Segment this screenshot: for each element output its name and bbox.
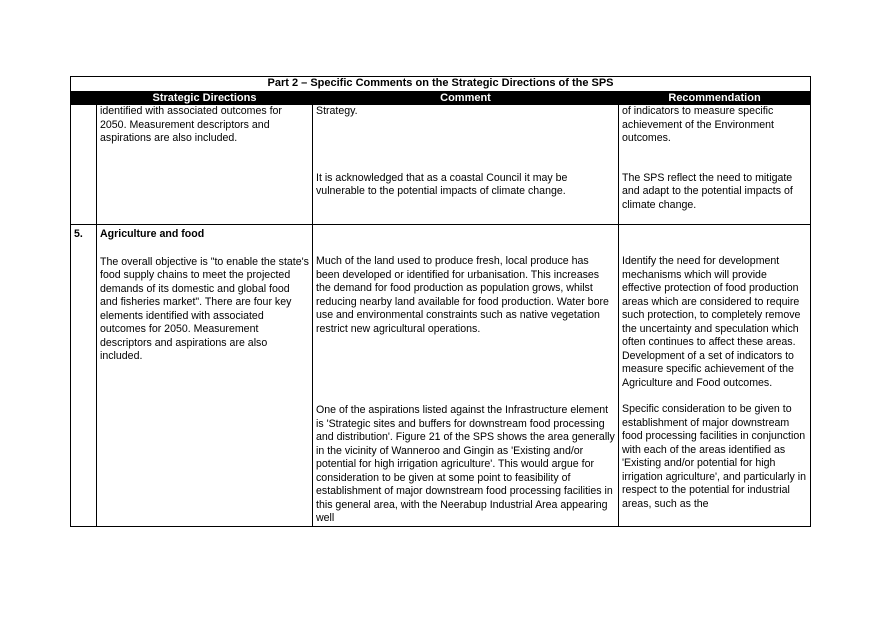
- recommendation-text: The SPS reflect the need to mitigate and adapt to the potential impacts of climate change.: [622, 171, 793, 211]
- table-row: [71, 105, 811, 225]
- row-number: [71, 105, 97, 225]
- recommendation-cell: [619, 225, 811, 527]
- row-number: 5.: [71, 225, 97, 527]
- comment-text: Much of the land used to produce fresh, local produce has been developed or identified for urbanisation. This increases the demand for food production as population grows, whilst reducing nearby land available for food production. Water bore use and environmental constraints such as native vegetation restrict new agricultural operations.: [316, 255, 609, 335]
- table-header-row: [71, 92, 811, 105]
- directions-text: The overall objective is "to enable the state's food supply chains to meet the projected demands of its domestic and global food and fisheries market". There are four key elements identified with associated outcomes for 2050. Measurement descriptors and aspirations are also included.: [100, 255, 309, 362]
- header-recommendation: Recommendation: [619, 92, 811, 105]
- table-title: Part 2 – Specific Comments on the Strategic Directions of the SPS: [71, 77, 811, 92]
- header-strategic-directions: Strategic Directions: [97, 92, 313, 105]
- directions-cell: [97, 105, 313, 225]
- section-heading: Agriculture and food: [100, 228, 205, 240]
- comment-text: Strategy.: [316, 105, 358, 117]
- recommendation-text: Identify the need for development mechanisms which will provide effective protection of food production areas which are considered to require such protection, to completely remove the uncertainty and speculation which often continues to affect these areas. Development of a set of indicators to measure specific achievement of the Agriculture and Food outcomes.: [622, 255, 801, 389]
- table-title-row: [71, 77, 811, 92]
- comment-cell: [313, 225, 619, 527]
- header-comment: Comment: [313, 92, 619, 105]
- recommendation-cell: [619, 105, 811, 225]
- directions-text: identified with associated outcomes for 2050. Measurement descriptors and aspirations are also included.: [100, 105, 282, 144]
- recommendation-text: Specific consideration to be given to establishment of major downstream food processing facilities in conjunction with each of the areas identified as 'Existing and/or potential for high irrigation agriculture', and particularly in respect to the potential for industrial areas, such as the: [622, 403, 806, 510]
- directions-cell: [97, 225, 313, 527]
- comment-text: One of the aspirations listed against the Infrastructure element is 'Strategic sites and buffers for downstream food processing and distribution'. Figure 21 of the SPS shows the area generally in the vicinity of Wanneroo and Gingin as 'Existing and/or potential for high irrigation agriculture'. This would argue for consideration to be given at some point to feasibility of establishment of major downstream food processing facilities in this general area, with the Neerabup Industrial Area appearing well: [316, 404, 615, 524]
- table-row: [71, 225, 811, 527]
- recommendation-text: of indicators to measure specific achievement of the Environment outcomes.: [622, 105, 774, 144]
- comment-text: It is acknowledged that as a coastal Council it may be vulnerable to the potential impacts of climate change.: [316, 171, 568, 197]
- comments-table: [70, 76, 811, 527]
- comment-cell: [313, 105, 619, 225]
- header-number: [71, 92, 97, 105]
